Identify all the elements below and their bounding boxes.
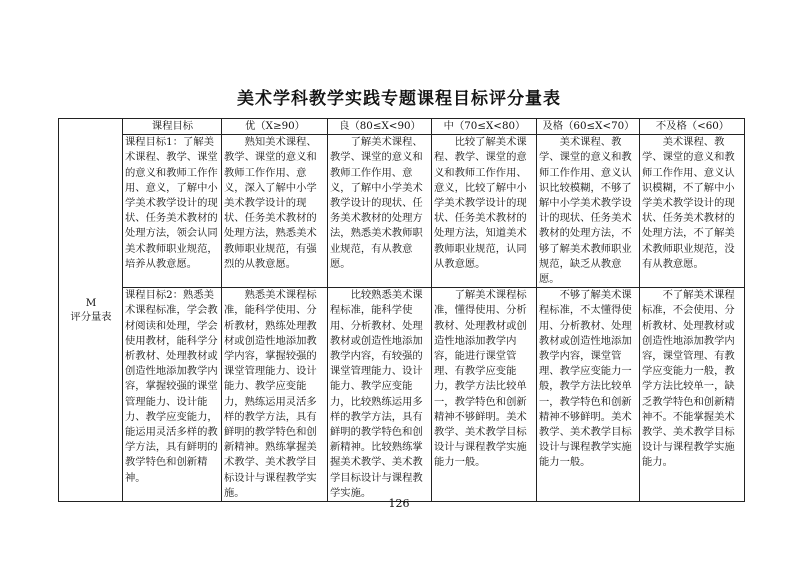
column-header-objective: 课程目标 [123,119,222,135]
page-number: 126 [388,497,410,510]
row-header-code: M [85,297,97,310]
row-header-cell [59,119,123,502]
pass-cell: 美术课程、教学、课堂的意义和教师工作作用、意义认识比较模糊，不够了解中小学美术教学设计的现状、任务美术教材的处理方法，不够了解美术教师职业规范，缺乏从教意愿。 [537,135,640,288]
column-header-medium: 中（70≤X<80） [432,119,537,135]
fail-cell: 不了解美术课程标准，不会使用、分析教材、处理教材或创造性地添加教学内容，课堂管理、有教学应变能力一般，教学方法比较单一，缺乏教学特色和创新精神不。不能掌握美术教学、美术教学目标设计与课程教学实施能力。 [640,288,745,502]
excellent-cell: 熟悉美术课程标准，能科学使用、分析教材，熟练处理教材或创造性地添加教学内容，掌握较强的课堂管理能力、设计能力、教学应变能力，熟练运用灵活多样的教学方法，具有鲜明的教学特色和创新精神。熟练掌握美术教学、美术教学目标设计与课程教学实施。 [222,288,328,502]
pass-cell: 不够了解美术课程标准，不太懂得使用、分析教材、处理教材或创造性地添加教学内容，课堂管理、教学应变能力一般，教学方法比较单一，教学特色和创新精神不够鲜明。美术教学、美术教学目标设计与课程教学实施能力一般。 [537,288,640,502]
good-cell: 比较熟悉美术课程标准，能科学使用、分析教材、处理教材或创造性地添加教学内容，有较强的课堂管理能力、设计能力、教学应变能力，比较熟练运用多样的教学方法，具有鲜明的教学特色和创新精神。比较熟练掌握美术教学、美术教学目标设计与课程教学实施。 [328,288,432,502]
row-header-label: 评分量表 [70,311,112,324]
excellent-cell: 熟知美术课程、教学、课堂的意义和教师工作作用、意义，深入了解中小学美术教学设计的现状、任务美术教材的处理方法，熟悉美术教师职业规范，有强烈的从教意愿。 [222,135,328,288]
rubric-table [58,118,745,502]
objective-cell: 课程目标2：熟悉美术课程标准，学会教材阅读和处理，学会使用教材，能科学分析教材、处理教材或创造性地添加教学内容，掌握较强的课堂管理能力、设计能力、教学应变能力，能运用灵活多样的教学方法，具有鲜明的教学特色和创新精神。 [123,288,222,502]
column-header-fail: 不及格（<60） [640,119,745,135]
table-row [59,288,745,502]
column-header-good: 良（80≤X<90） [328,119,432,135]
header-row [59,119,745,135]
medium-cell: 比较了解美术课程、教学、课堂的意义和教师工作作用、意义，比较了解中小学美术教学设计的现状、任务美术教材的处理方法，知道美术教师职业规范，认同从教意愿。 [432,135,537,288]
fail-cell: 美术课程、教学、课堂的意义和教师工作作用、意义认识模糊，不了解中小学美术教学设计的现状、任务美术教材的处理方法，不了解美术教师职业规范，没有从教意愿。 [640,135,745,288]
document-title: 美术学科教学实践专题课程目标评分量表 [237,89,561,109]
good-cell: 了解美术课程、教学、课堂的意义和教师工作作用、意义，了解中小学美术教学设计的现状、任务美术教材的处理方法，熟悉美术教师职业规范，有从教意愿。 [328,135,432,288]
table-row [59,135,745,288]
objective-cell: 课程目标1：了解美术课程、教学、课堂的意义和教师工作作用、意义，了解中小学美术教学设计的现状、任务美术教材的处理方法，领会认同美术教师职业规范，培养从教意愿。 [123,135,222,288]
column-header-excellent: 优（X≥90） [222,119,328,135]
medium-cell: 了解美术课程标准，懂得使用、分析教材、处理教材或创造性地添加教学内容，能进行课堂管理、有教学应变能力，教学方法比较单一，教学特色和创新精神不够鲜明。美术教学、美术教学目标设计与课程教学实施能力一般。 [432,288,537,502]
column-header-pass: 及格（60≤X<70） [537,119,640,135]
